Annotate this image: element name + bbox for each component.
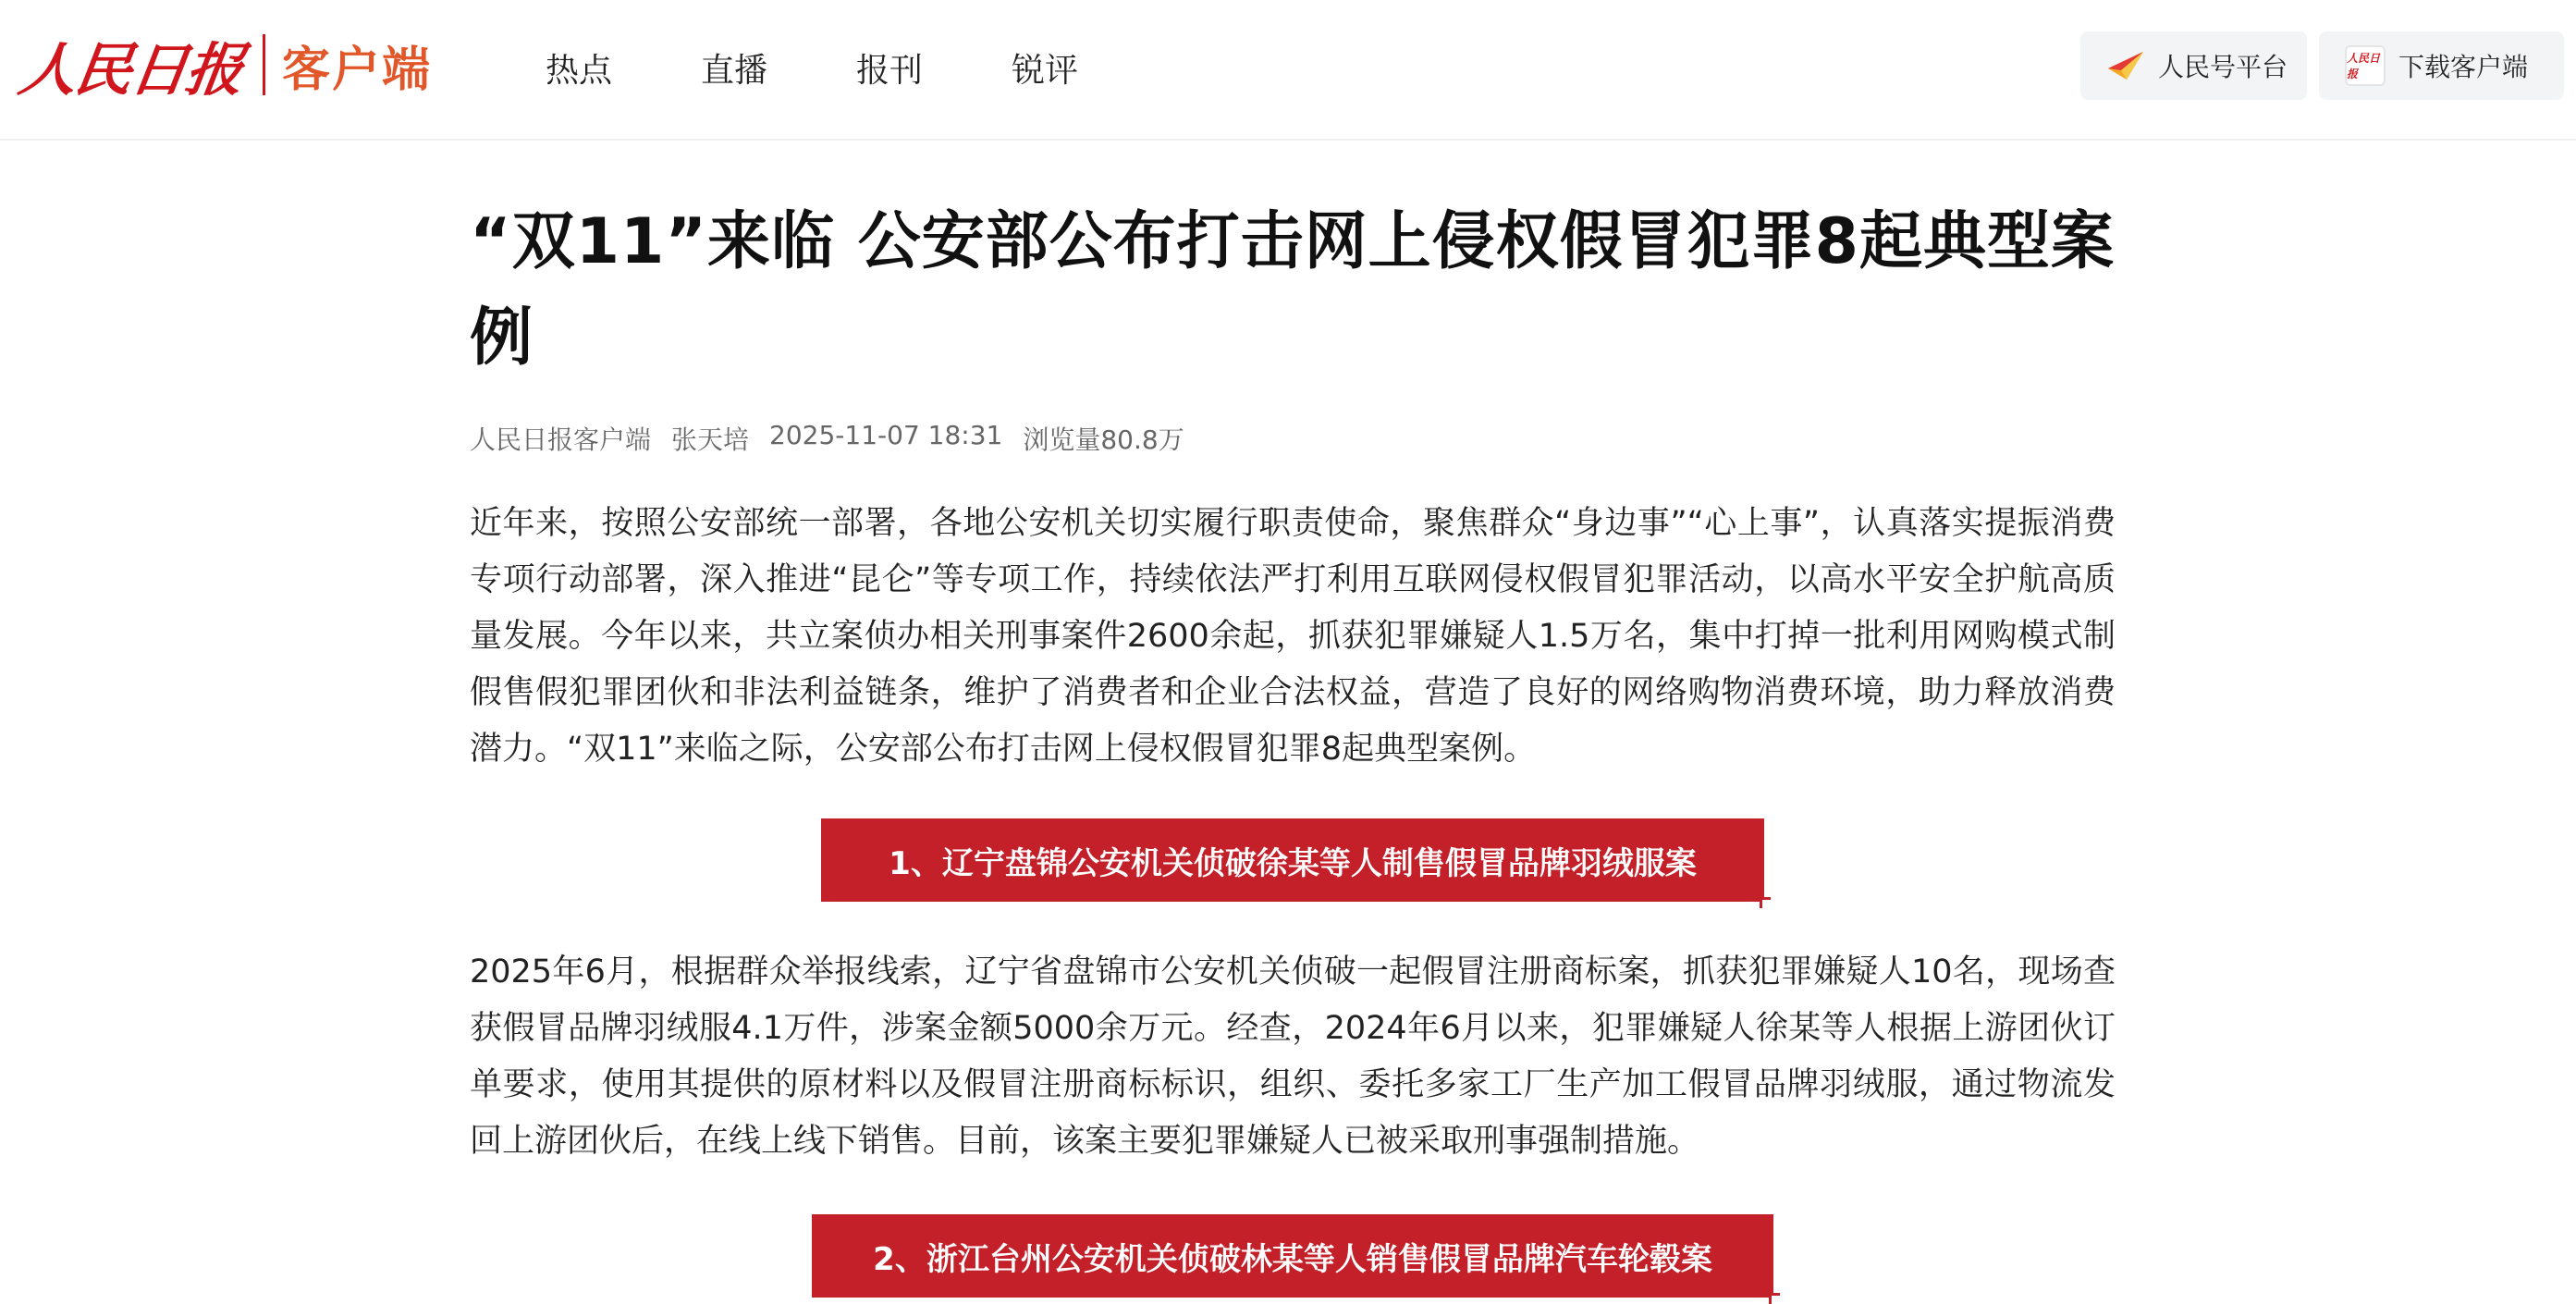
top-header: [0, 0, 2576, 141]
paper-plane-icon: [2106, 50, 2145, 81]
nav-item-hot[interactable]: 热点: [546, 52, 613, 90]
article-datetime: 2025-11-07 18:31: [769, 420, 1003, 450]
logo-divider: [263, 34, 265, 95]
app-logo-text: 人民日报: [2345, 45, 2386, 86]
article-views: 浏览量80.8万: [1023, 424, 1184, 455]
banner-corner-decoration: [1769, 1293, 1780, 1304]
nav-item-live[interactable]: 直播: [701, 52, 768, 90]
people-platform-label: 人民号平台: [2158, 52, 2288, 82]
logo-sub-text: 客户端: [282, 42, 433, 98]
article-meta: [470, 420, 2116, 457]
article-paragraph-case-1: 2025年6月，根据群众举报线索，辽宁省盘锦市公安机关侦破一起假冒注册商标案，抓获犯罪嫌疑人10名，现场查获假冒品牌羽绒服4.1万件，涉案金额5000余万元。经查，2024年6月以来，犯罪嫌疑人徐某等人根据上游团伙订单要求，使用其提供的原材料以及假冒注册商标标识，组织、委托多家工厂生产加工假冒品牌羽绒服，通过物流发回上游团伙后，在线上线下销售。目前，该案主要犯罪嫌疑人已被采取刑事强制措施。: [470, 953, 2116, 1160]
section-heading-wrap: [470, 1170, 2116, 1298]
app-logo-icon: [2345, 45, 2386, 86]
article-title: “双11”来临 公安部公布打击网上侵权假冒犯罪8起典型案例: [470, 205, 2116, 375]
site-logo[interactable]: [15, 28, 433, 104]
article-author: 张天培: [671, 424, 750, 455]
section-heading-1: [821, 818, 1764, 902]
section-heading-2: [812, 1214, 1773, 1298]
article-source[interactable]: 人民日报客户端: [470, 424, 652, 455]
article-paragraph-intro: 近年来，按照公安部统一部署，各地公安机关切实履行职责使命，聚焦群众“身边事”“心上事”，认真落实提振消费专项行动部署，深入推进“昆仑”等专项工作，持续依法严打利用互联网侵权假冒犯罪活动，以高水平安全护航高质量发展。今年以来，共立案侦办相关刑事案件2600余起，抓获犯罪嫌疑人1.5万名，集中打掉一批利用网购模式制假售假犯罪团伙和非法利益链条，维护了消费者和企业合法权益，营造了良好的网络购物消费环境，助力释放消费潜力。“双11”来临之际，公安部公布打击网上侵权假冒犯罪8起典型案例。: [470, 505, 2116, 768]
people-platform-button[interactable]: [2080, 31, 2307, 100]
section-heading-2-text: 2、浙江台州公安机关侦破林某等人销售假冒品牌汽车轮毂案: [873, 1240, 1712, 1278]
nav-item-newspaper[interactable]: 报刊: [856, 52, 924, 90]
logo-brand-text: 人民日报: [15, 35, 247, 104]
section-heading-1-text: 1、辽宁盘锦公安机关侦破徐某等人制售假冒品牌羽绒服案: [889, 844, 1697, 882]
banner-corner-decoration: [1760, 897, 1771, 908]
download-app-button[interactable]: [2319, 31, 2564, 100]
article: [470, 194, 2116, 1298]
main-nav: [546, 44, 1167, 92]
download-app-label: 下载客户端: [2398, 52, 2529, 82]
section-heading-wrap: [470, 778, 2116, 902]
nav-item-commentary[interactable]: 锐评: [1012, 52, 1079, 90]
